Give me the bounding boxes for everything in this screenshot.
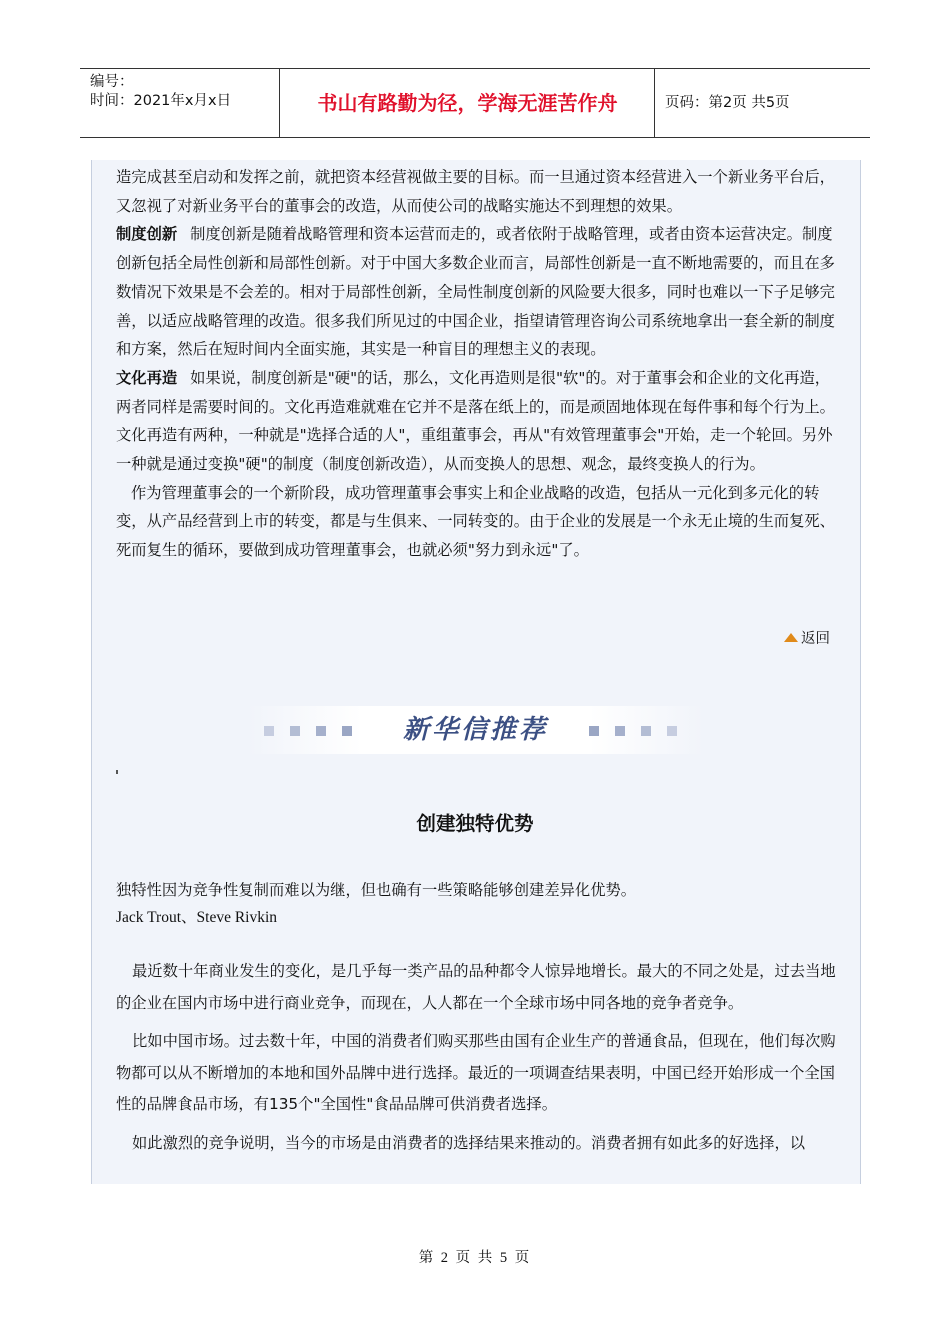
- header-meta-cell: [80, 69, 280, 137]
- section1-body: [116, 163, 840, 565]
- paragraph-lead: 制度创新: [116, 225, 178, 244]
- paragraph: 最近数十年商业发生的变化，是几乎每一类产品的品种都令人惊异地增长。最大的不同之处是，过去当地的企业在国内市场中进行商业竞争，而现在，人人都在一个全球市场中同各地的竞争者竞争。: [116, 962, 836, 1012]
- banner-square-icon: [667, 726, 677, 736]
- paragraph: 如此激烈的竞争说明，当今的市场是由消费者的选择结果来推动的。消费者拥有如此多的好选择，以: [132, 1133, 806, 1152]
- article-title: 创建独特优势: [416, 812, 534, 835]
- document-number-label: 编号：: [90, 74, 134, 90]
- banner-square-icon: [615, 726, 625, 736]
- up-arrow-icon: [784, 633, 798, 642]
- banner-title: 新华信推荐: [402, 715, 548, 745]
- banner-square-icon: [264, 726, 274, 736]
- paragraph-lead: 文化再造: [116, 368, 178, 387]
- banner-square-icon: [342, 726, 352, 736]
- banner-square-icon: [641, 726, 651, 736]
- article-body: [116, 956, 844, 1159]
- banner-square-icon: [589, 726, 599, 736]
- header-motto: 书山有路勤为径，学海无涯苦作舟: [281, 69, 655, 137]
- back-link[interactable]: 返回: [784, 628, 830, 650]
- paragraph-culture-rebuild: 文化再造 如果说，制度创新是"硬"的话，那么，文化再造则是很"软"的。对于董事会和企业的文化再造，两者同样是需要时间的。文化再造难就难在它并不是落在纸上的，而是顽固地体现在每件事和每个行为上。文化再造有两种，一种就是"选择合适的人"，重组董事会，再从"有效管理董事会"开始，走一个轮回。另外一种就是通过变换"硬"的制度（制度创新改造），从而变换人的思想、观念，最终变换人的行为。: [116, 368, 835, 474]
- banner-square-icon: [290, 726, 300, 736]
- page-footer: 第 2 页 共 5 页: [418, 1250, 532, 1266]
- paragraph: 比如中国市场。过去数十年，中国的消费者们购买那些由国有企业生产的普通食品，但现在，他们每次购物都可以从不断增加的本地和国外品牌中进行选择。最近的一项调查结果表明，中国已经开始形成一个全国性的品牌食品市场，有135个"全国性"食品品牌可供消费者选择。: [116, 1032, 836, 1113]
- paragraph-system-innovation: 制度创新 制度创新是随着战略管理和资本运营而走的，或者依附于战略管理，或者由资本运营决定。制度创新包括全局性创新和局部性创新。对于中国大多数企业而言，局部性创新是一直不断地需要的，而且在多数情况下效果是不会差的。相对于局部性创新，全局性制度创新的风险要大很多，同时也难以一下子足够完善，以适应战略管理的改造。很多我们所见过的中国企业，指望请管理咨询公司系统地拿出一套全新的制度和方案，然后在短时间内全面实施，其实是一种盲目的理想主义的表现。: [116, 225, 835, 359]
- banner-square-icon: [316, 726, 326, 736]
- article-subtitle: 独特性因为竞争性复制而难以为继，但也确有一些策略能够创建差异化优势。: [116, 881, 637, 899]
- recommendation-banner: [248, 706, 703, 754]
- paragraph: 造完成甚至启动和发挥之前，就把资本经营视做主要的目标。而一旦通过资本经营进入一个新业务平台后，又忽视了对新业务平台的董事会的改造，从而使公司的战略实施达不到理想的效果。: [116, 168, 835, 215]
- paragraph: 作为管理董事会的一个新阶段，成功管理董事会事实上和企业战略的改造，包括从一元化到多元化的转变，从产品经营到上市的转变，都是与生俱来、一同转变的。由于企业的发展是一个永无止境的生而复死、死而复生的循环，要做到成功管理董事会，也就必须"努力到永远"了。: [116, 483, 835, 560]
- decorative-dot: [116, 770, 118, 774]
- document-date: 时间：2021年x月x日: [90, 93, 232, 109]
- article-authors: Jack Trout、Steve Rivkin: [116, 909, 278, 926]
- header-page-code: 页码：第2页 共5页: [665, 95, 790, 111]
- header-table: [80, 68, 870, 138]
